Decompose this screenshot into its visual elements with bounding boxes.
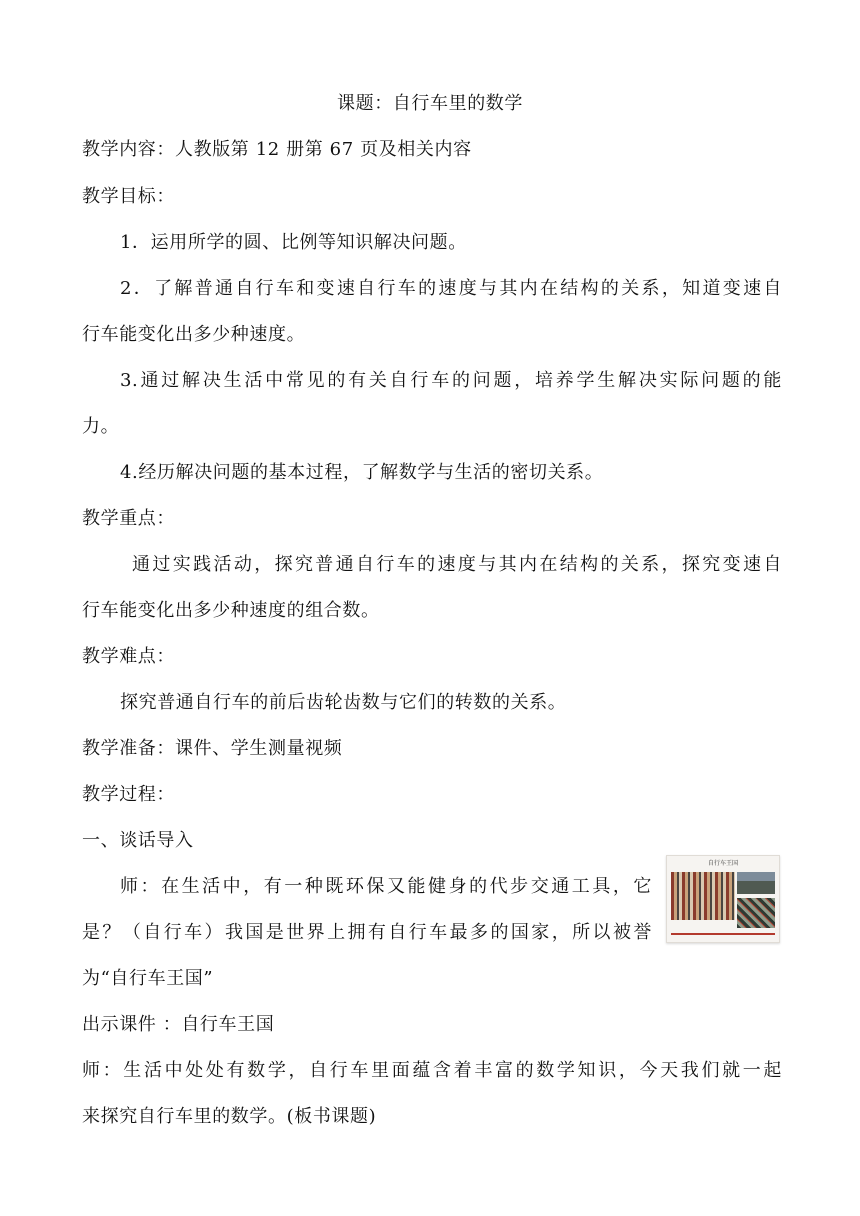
goal-1: 1．运用所学的圆、比例等知识解决问题。 [120, 232, 467, 253]
street-photo [737, 872, 775, 894]
lesson-title: 课题：自行车里的数学 [337, 93, 523, 114]
goals-heading: 教学目标： [82, 186, 175, 207]
difficulty-heading: 教学难点： [82, 646, 175, 667]
goal-4: 4.经历解决问题的基本过程，了解数学与生活的密切关系。 [120, 462, 604, 483]
key-points-line-2: 行车能变化出多少种速度的组合数。 [82, 600, 380, 621]
teacher-closing-line-1: 师：生活中处处有数学，自行车里面蕴含着丰富的数学知识，今天我们就一起 [82, 1060, 782, 1081]
slide-thumbnail-title: 自行车王国 [707, 860, 738, 867]
difficulty-text: 探究普通自行车的前后齿轮齿数与它们的转数的关系。 [120, 692, 567, 713]
parked-bicycles-photo [737, 898, 775, 928]
teaching-content: 教学内容：人教版第 12 册第 67 页及相关内容 [82, 139, 472, 160]
goal-3-line-2: 力。 [82, 416, 120, 437]
key-points-heading: 教学重点： [82, 508, 175, 529]
teacher-intro-line-1: 师：在生活中，有一种既环保又能健身的代步交通工具，它 [120, 876, 652, 897]
process-heading: 教学过程： [82, 784, 175, 805]
key-points-line-1: 通过实践活动，探究普通自行车的速度与其内在结构的关系，探究变速自 [132, 554, 782, 575]
teacher-closing-line-2: 来探究自行车里的数学。(板书课题) [82, 1106, 377, 1127]
preparation: 教学准备：课件、学生测量视频 [82, 738, 343, 759]
goal-3-line-1: 3.通过解决生活中常见的有关自行车的问题，培养学生解决实际问题的能 [120, 370, 782, 391]
section-1-heading: 一、谈话导入 [82, 830, 194, 851]
slide-thumbnail-image [666, 855, 780, 943]
goal-2-line-1: 2．了解普通自行车和变速自行车的速度与其内在结构的关系，知道变速自 [120, 278, 782, 299]
show-slide-line: 出示课件 ：自行车王国 [82, 1014, 275, 1035]
teacher-intro-line-3: 为“自行车王国” [82, 968, 214, 989]
slide-accent-bar [671, 933, 775, 935]
teacher-intro-line-2: 是？（自行车）我国是世界上拥有自行车最多的国家，所以被誉 [82, 922, 652, 943]
bicycle-crowd-photo [671, 872, 735, 920]
goal-2-line-2: 行车能变化出多少种速度。 [82, 324, 306, 345]
